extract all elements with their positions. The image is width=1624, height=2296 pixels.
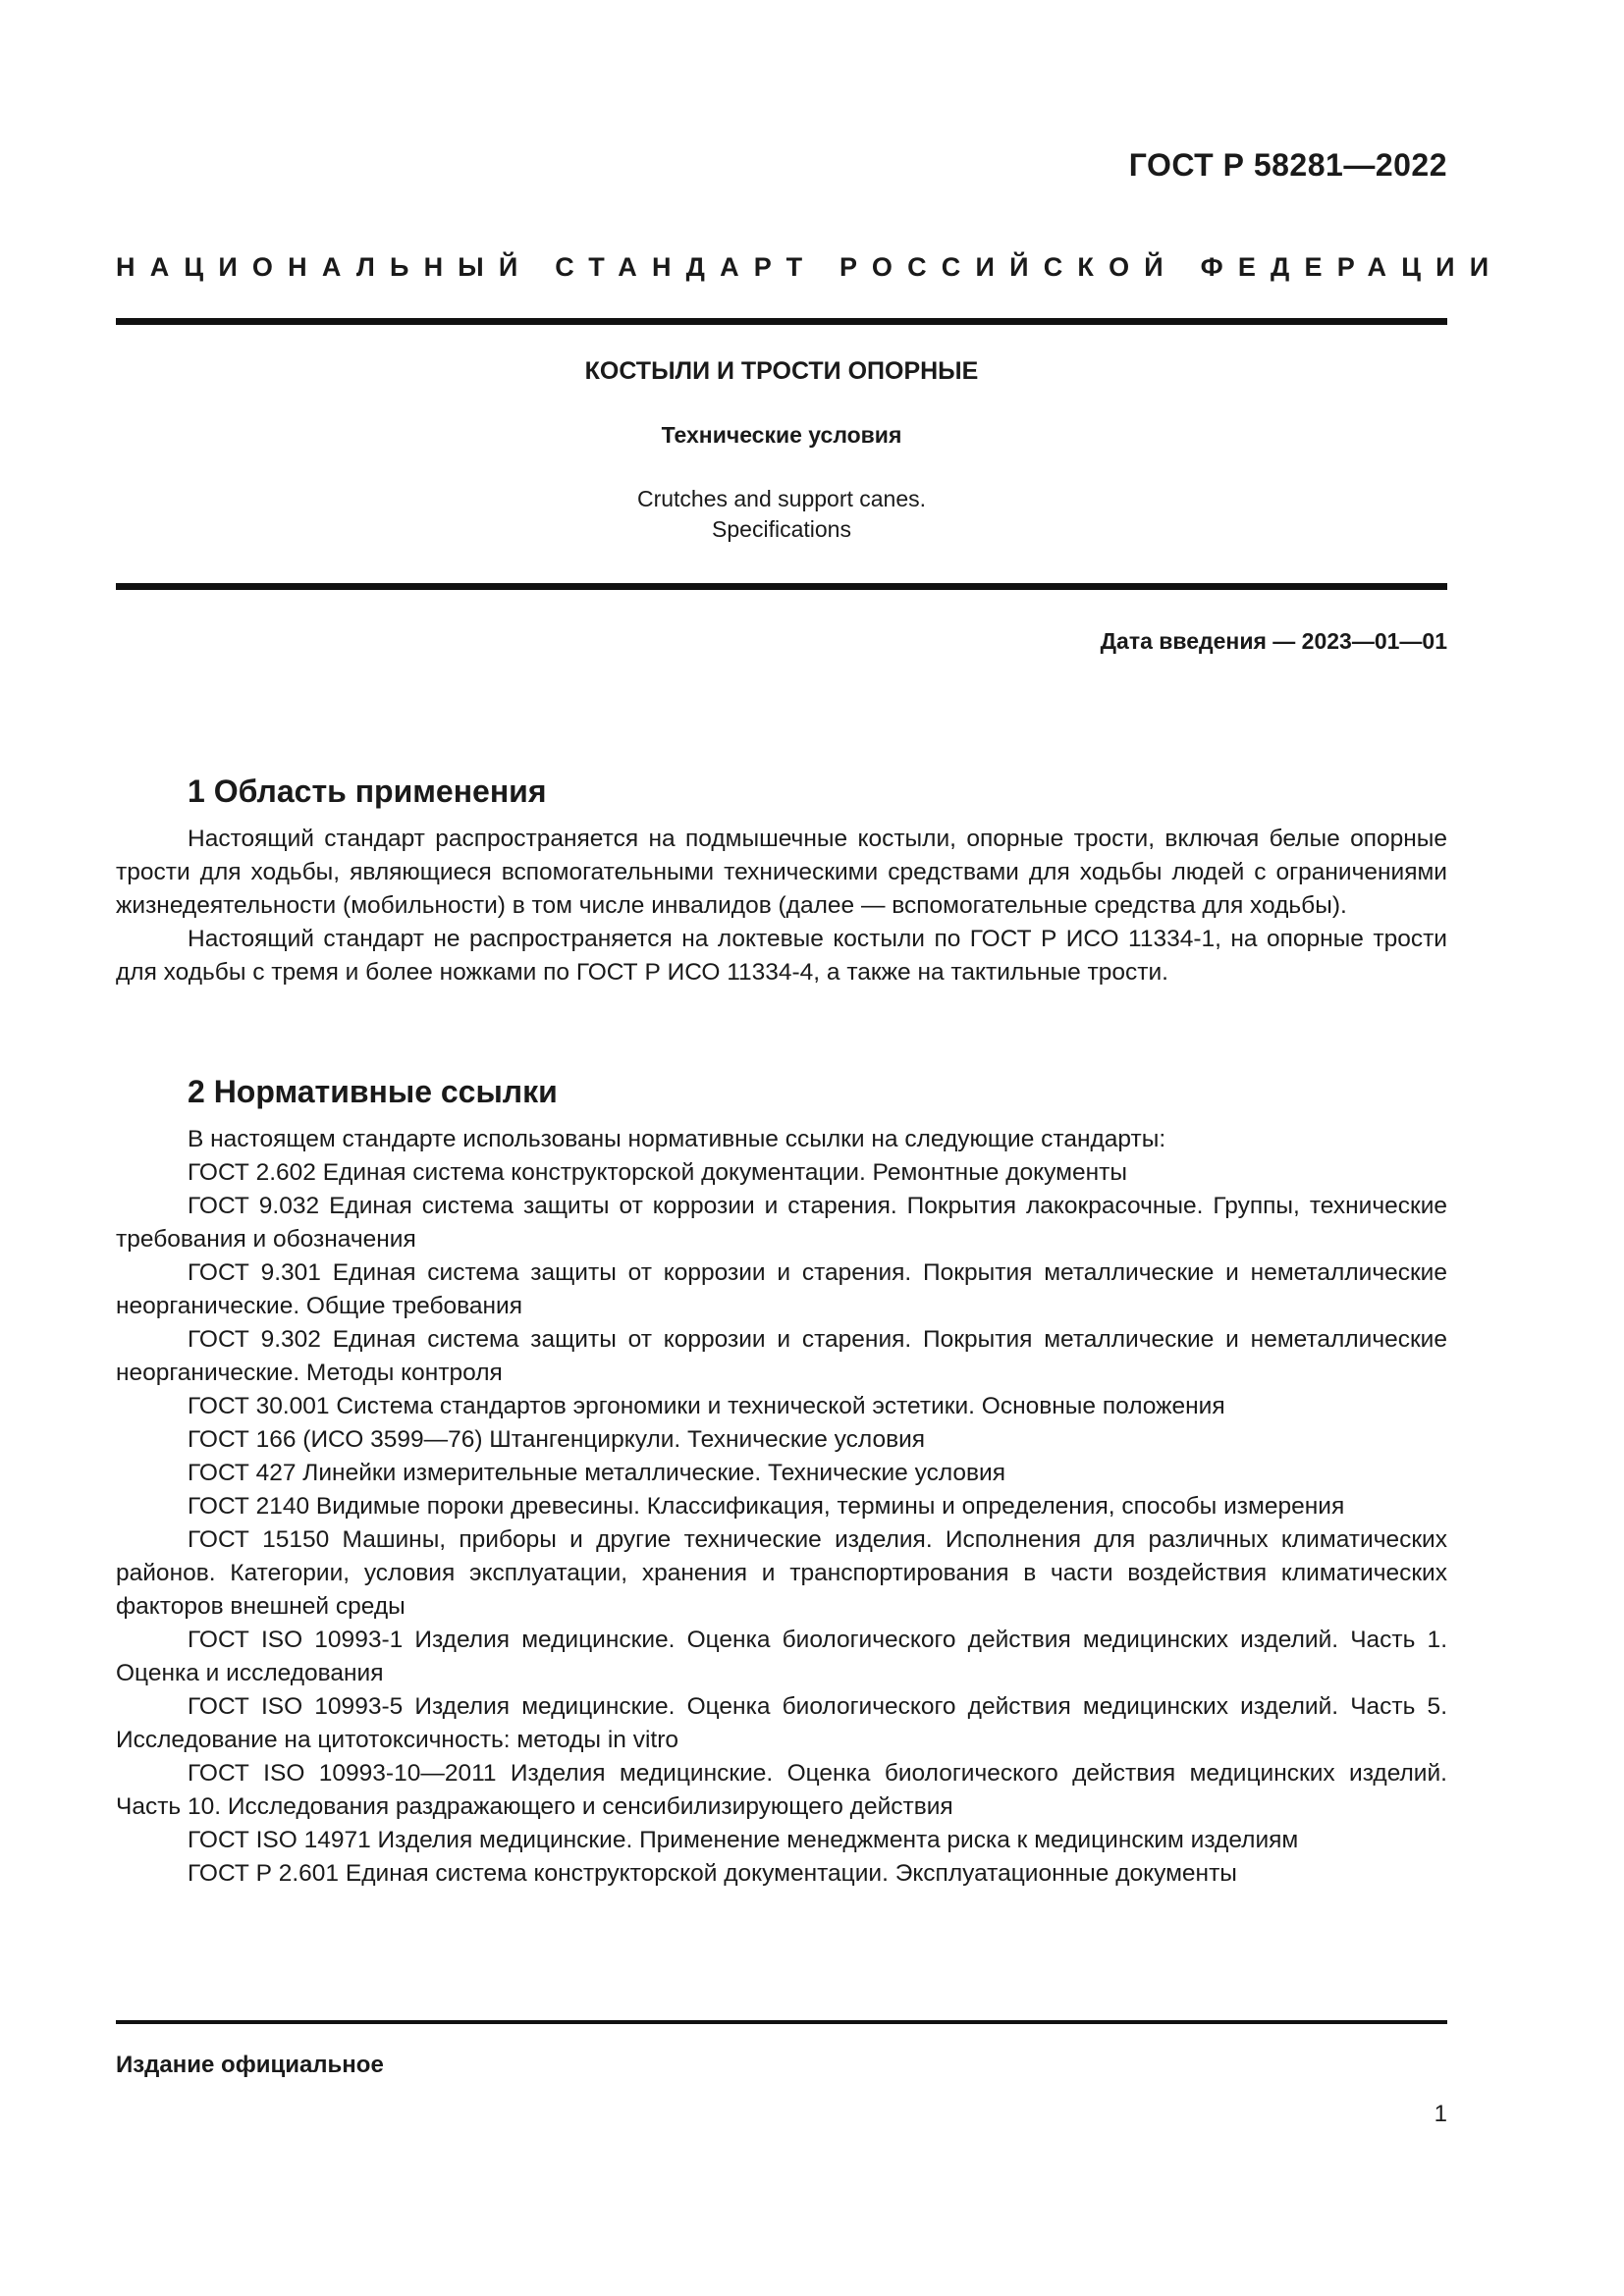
reference-item: ГОСТ ISO 10993-10—2011 Изделия медицинские. Оценка биологического действия медицинских изделий. Часть 10. Исследования раздражающего и сенсибилизирующего действия [116, 1760, 1447, 1820]
section-body [116, 1123, 1447, 1891]
reference-item: ГОСТ 2.602 Единая система конструкторской документации. Ремонтные документы [188, 1159, 1127, 1186]
reference-item: ГОСТ ISO 10993-5 Изделия медицинские. Оценка биологического действия медицинских изделий. Часть 5. Исследование на цитотоксичность: методы in vitro [116, 1693, 1447, 1753]
reference-item: ГОСТ ISO 10993-1 Изделия медицинские. Оценка биологического действия медицинских изделий. Часть 1. Оценка и исследования [116, 1627, 1447, 1686]
title-divider [116, 583, 1447, 590]
reference-item: ГОСТ 9.302 Единая система защиты от коррозии и старения. Покрытия металлические и неметаллические неорганические. Методы контроля [116, 1326, 1447, 1386]
reference-item: ГОСТ 9.301 Единая система защиты от коррозии и старения. Покрытия металлические и неметаллические неорганические. Общие требования [116, 1259, 1447, 1319]
paragraph: В настоящем стандарте использованы нормативные ссылки на следующие стандарты: [188, 1126, 1166, 1152]
section-heading: 1 Область применения [188, 774, 547, 809]
reference-item: ГОСТ ISO 14971 Изделия медицинские. Применение менеджмента риска к медицинским изделиям [188, 1827, 1299, 1853]
national-standard-banner: НАЦИОНАЛЬНЫЙ СТАНДАРТ РОССИЙСКОЙ ФЕДЕРАЦИИ [116, 252, 1504, 282]
english-title-line-2: Specifications [712, 516, 851, 542]
page-number: 1 [1434, 2101, 1447, 2127]
document-number: ГОСТ Р 58281—2022 [1128, 147, 1447, 183]
footer-divider [116, 2020, 1447, 2024]
reference-item: ГОСТ 15150 Машины, приборы и другие технические изделия. Исполнения для различных климатических районов. Категории, условия эксплуатации, хранения и транспортирования в части воздействия климатических факторов внешней среды [116, 1526, 1447, 1620]
reference-item: ГОСТ 2140 Видимые пороки древесины. Классификация, термины и определения, способы измерения [188, 1493, 1345, 1520]
reference-item: ГОСТ Р 2.601 Единая система конструкторской документации. Эксплуатационные документы [188, 1860, 1237, 1887]
english-title [116, 484, 1447, 545]
introduction-date: Дата введения — 2023—01—01 [1100, 628, 1447, 654]
reference-item: ГОСТ 427 Линейки измерительные металлические. Технические условия [188, 1460, 1005, 1486]
paragraph: Настоящий стандарт не распространяется на локтевые костыли по ГОСТ Р ИСО 11334-1, на опорные трости для ходьбы с тремя и более ножками по ГОСТ Р ИСО 11334-4, а также на тактильные трости. [116, 926, 1447, 986]
section-normative-references [116, 1072, 1447, 1891]
section-body [116, 823, 1447, 989]
header-divider [116, 318, 1447, 325]
official-edition-label: Издание официальное [116, 2052, 384, 2078]
english-title-line-1: Crutches and support canes. [636, 486, 927, 511]
reference-item: ГОСТ 9.032 Единая система защиты от коррозии и старения. Покрытия лакокрасочные. Группы, технические требования и обозначения [116, 1193, 1447, 1253]
document-title: КОСТЫЛИ И ТРОСТИ ОПОРНЫЕ [584, 357, 979, 385]
reference-item: ГОСТ 166 (ИСО 3599—76) Штангенциркули. Технические условия [188, 1426, 926, 1453]
paragraph: Настоящий стандарт распространяется на подмышечные костыли, опорные трости, включая белые опорные трости для ходьбы, являющиеся вспомогательными техническими средствами для ходьбы людей с ограничениями жизнедеятельности (мобильности) в том числе инвалидов (далее — вспомогательные средства для ходьбы). [116, 826, 1447, 919]
section-heading: 2 Нормативные ссылки [188, 1074, 558, 1109]
reference-item: ГОСТ 30.001 Система стандартов эргономики и технической эстетики. Основные положения [188, 1393, 1225, 1419]
document-subtitle: Технические условия [661, 422, 902, 448]
section-scope [116, 772, 1447, 989]
